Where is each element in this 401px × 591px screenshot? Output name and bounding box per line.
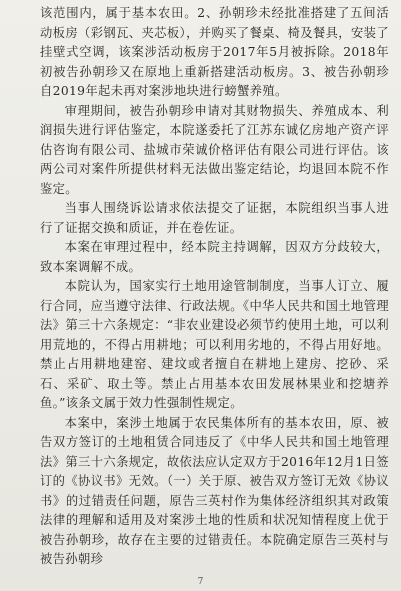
paragraph-court-opinion: 本院认为，国家实行土地用途管制制度，当事人订立、履行合同，应当遵守法律、行政法规。《中华人民共和国土地管理法》第三十六条规定：“非农业建设必须节约使用土地，可以利用荒地的，不得占用耕地；可以利用劣地的，不得占用好地。禁止占用耕地建窑、建坟或者擅自在耕地上建房、挖砂、采石、采矿、取土等。禁止占用基本农田发展林果业和挖塘养鱼。”该条文属于效力性强制性规定。 <box>40 279 389 410</box>
paragraph-continuation: 该范围内，属于基本农田。2、孙朝珍未经批准搭建了五间活动板房（彩钢瓦、夹芯板），并购买了餐桌、椅及餐具，安装了挂壁式空调，该案涉活动板房于2017年5月被拆除。2018年初被告孙朝珍又在原地上重新搭建活动板房。3、被告孙朝珍自2019年起未再对案涉地块进行螃蟹养殖。 <box>40 6 389 98</box>
paragraph-appraisal: 审理期间，被告孙朝珍申请对其财物损失、养殖成本、利润损失进行评估鉴定，本院遂委托了江苏东诚亿房地产资产评估咨询有限公司、盐城市荣诚价格评估有限公司进行评估。该两公司对案件所提供材料无法做出鉴定结论，均退回本院不作鉴定。 <box>40 103 389 196</box>
paragraph-case-analysis: 本案中，案涉土地属于农民集体所有的基本农田，原、被告双方签订的土地租赁合同违反了《中华人民共和国土地管理法》第三十六条规定，故依法应认定双方于2016年12月1日签订的《协议书》无效。（一）关于原、被告双方签订无效《协议书》的过错责任问题，原告三英村作为集体经济组织其对政策法律的理解和适用及对案涉土地的性质和状况知情程度上优于被告孙朝珍，故存在主要的过错责任。本院确定原告三英村与被告孙朝珍 <box>40 415 389 566</box>
paragraph-evidence: 当事人围绕诉讼请求依法提交了证据，本院组织当事人进行了证据交换和质证，并在卷佐证。 <box>40 201 389 235</box>
paragraph-mediation: 本案在审理过程中，经本院主持调解，因双方分歧较大，致本案调解不成。 <box>40 240 389 274</box>
page-number: 7 <box>197 577 204 587</box>
